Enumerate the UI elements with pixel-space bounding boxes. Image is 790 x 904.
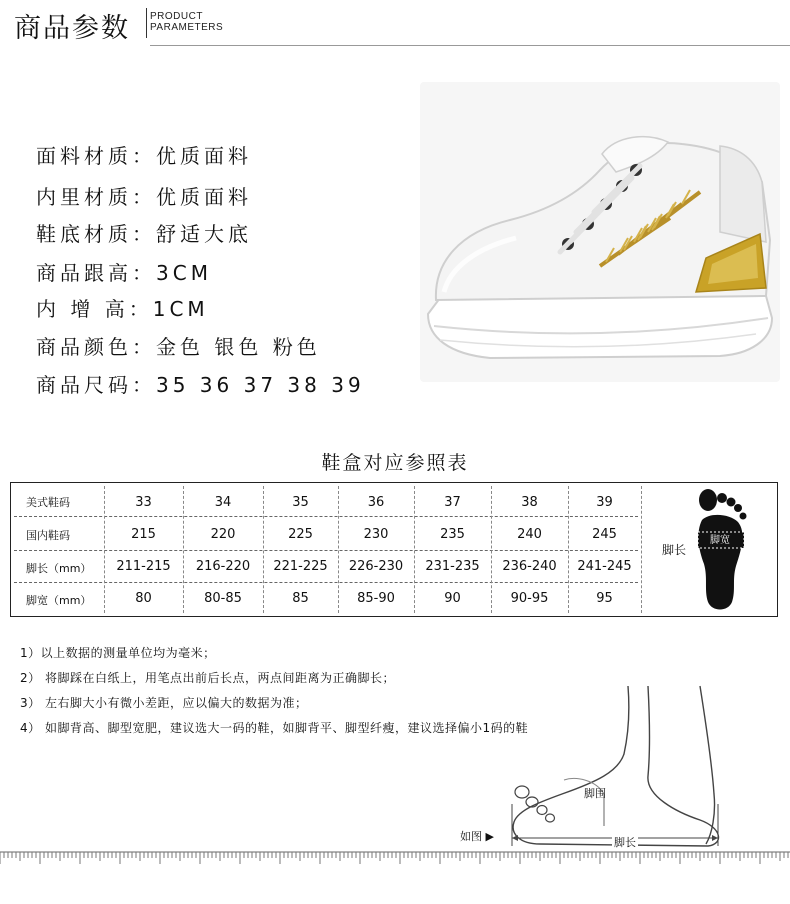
as-shown-label bbox=[460, 828, 494, 844]
table-cell: 95 bbox=[596, 591, 613, 606]
table-cell: 37 bbox=[444, 495, 461, 510]
note-3: 3） 左右脚大小有微小差距，应以偏大的数据为准； bbox=[20, 696, 308, 710]
subtitle-line-2: PARAMETERS bbox=[150, 22, 224, 33]
table-cell: 236-240 bbox=[502, 559, 557, 574]
row-divider bbox=[14, 516, 638, 517]
table-cell: 221-225 bbox=[273, 559, 328, 574]
spec-label: 内 增 高： bbox=[36, 297, 153, 321]
spec-colors bbox=[36, 331, 321, 360]
spec-lining bbox=[36, 181, 252, 210]
spec-label: 商品颜色： bbox=[36, 335, 156, 359]
table-cell: 216-220 bbox=[195, 559, 251, 574]
table-cell: 235 bbox=[440, 527, 465, 542]
spec-inner-lift bbox=[36, 293, 209, 322]
spec-value: 35 36 37 38 39 bbox=[156, 373, 365, 397]
subtitle-line-1: PRODUCT bbox=[150, 11, 203, 22]
note-4: 4） 如脚背高、脚型宽肥，建议选大一码的鞋，如脚背平、脚型纤瘦，建议选择偏小1码的鞋 bbox=[20, 721, 529, 735]
row-label-foot-width: 脚宽（mm） bbox=[26, 594, 92, 607]
page-title: 商品参数 bbox=[14, 13, 130, 44]
table-cell: 226-230 bbox=[348, 559, 404, 574]
table-cell: 80 bbox=[135, 591, 152, 606]
table-cell: 80-85 bbox=[204, 591, 242, 606]
ruler-strip bbox=[0, 851, 790, 865]
table-cell: 34 bbox=[214, 495, 232, 510]
spec-heel-height bbox=[36, 257, 212, 286]
table-cell: 85 bbox=[292, 591, 309, 606]
spec-label: 鞋底材质： bbox=[36, 222, 156, 246]
note-1: 1）以上数据的测量单位均为毫米； bbox=[20, 646, 216, 660]
table-cell: 85-90 bbox=[357, 591, 395, 606]
note-2: 2） 将脚踩在白纸上，用笔点出前后长点，两点间距离为正确脚长； bbox=[20, 671, 395, 685]
table-cell: 241-245 bbox=[577, 559, 632, 574]
arrow-right-icon: ▶ bbox=[482, 830, 494, 843]
row-label-foot-length: 脚长（mm） bbox=[26, 562, 92, 575]
foot-measure-diagram bbox=[500, 684, 740, 852]
spec-value: 3CM bbox=[156, 261, 212, 285]
row-label-cn-size: 国内鞋码 bbox=[26, 529, 70, 542]
footprint-icon bbox=[692, 486, 752, 614]
table-cell: 36 bbox=[367, 495, 385, 510]
title-divider bbox=[146, 8, 147, 38]
title-subtitle bbox=[150, 11, 223, 33]
spec-value: 优质面料 bbox=[156, 144, 252, 168]
row-divider bbox=[14, 550, 638, 551]
spec-label: 商品跟高： bbox=[36, 261, 156, 285]
foot-length-label: 脚长 bbox=[662, 543, 687, 557]
table-cell: 39 bbox=[596, 495, 613, 510]
spec-sizes bbox=[36, 369, 365, 398]
table-cell: 38 bbox=[521, 495, 538, 510]
table-cell: 215 bbox=[131, 527, 156, 542]
table-cell: 35 bbox=[292, 495, 309, 510]
spec-value: 1CM bbox=[152, 297, 209, 321]
as-shown-text: 如图 bbox=[460, 830, 482, 843]
table-cell: 230 bbox=[363, 527, 389, 542]
table-cell: 90 bbox=[444, 591, 461, 606]
table-cell: 33 bbox=[135, 495, 152, 510]
sneaker-image bbox=[420, 82, 780, 382]
foot-width-label: 脚宽 bbox=[710, 535, 730, 546]
girth-label: 脚围 bbox=[584, 787, 606, 800]
table-cell: 90-95 bbox=[510, 591, 549, 606]
spec-value: 舒适大底 bbox=[156, 222, 252, 246]
table-cell: 225 bbox=[288, 527, 313, 542]
spec-label: 内里材质： bbox=[36, 185, 156, 209]
spec-value: 优质面料 bbox=[156, 185, 252, 209]
table-cell: 240 bbox=[517, 527, 542, 542]
row-label-us-size: 美式鞋码 bbox=[26, 496, 70, 509]
table-cell: 211-215 bbox=[116, 559, 171, 574]
table-cell: 245 bbox=[592, 527, 617, 542]
table-cell: 231-235 bbox=[425, 559, 480, 574]
spec-label: 商品尺码： bbox=[36, 373, 156, 397]
row-divider bbox=[14, 582, 638, 583]
spec-value: 金色 银色 粉色 bbox=[156, 335, 321, 359]
diagram-length-label: 脚长 bbox=[614, 836, 636, 849]
spec-label: 面料材质： bbox=[36, 144, 156, 168]
spec-fabric bbox=[36, 140, 252, 169]
header-rule bbox=[150, 45, 790, 46]
spec-sole bbox=[36, 218, 252, 247]
column-divider bbox=[641, 486, 642, 613]
size-table-title: 鞋盒对应参照表 bbox=[321, 452, 469, 474]
table-cell: 220 bbox=[210, 527, 236, 542]
